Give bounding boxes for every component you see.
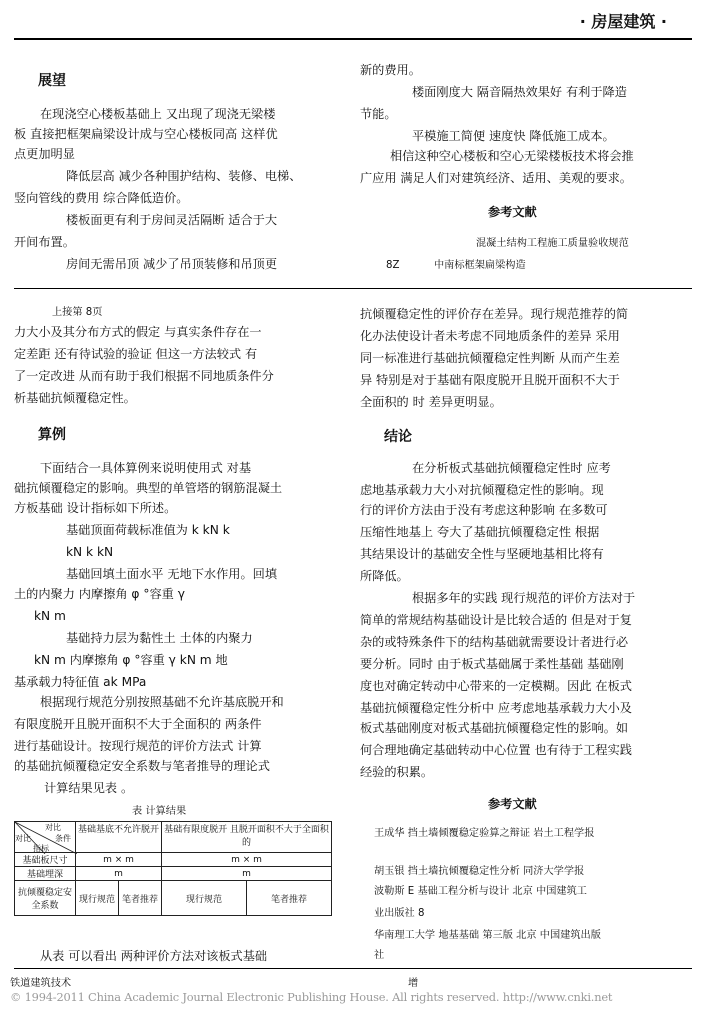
cell: m [162, 867, 332, 881]
text-line: 根据现行规范分别按照基础不允许基底脱开和 [40, 695, 284, 709]
text-line: 点更加明显 [14, 147, 75, 161]
table-caption: 表 计算结果 [132, 806, 187, 817]
footer-rule [14, 968, 692, 969]
text-line: 抗倾覆稳定性的评价存在差异。现行规范推荐的简 [360, 307, 629, 321]
table-row [15, 867, 332, 881]
heading-outlook: 展望 [38, 73, 66, 89]
cell: 笔者推荐 [119, 881, 162, 916]
reference-item: 波勒斯 E 基础工程分析与设计 北京 中国建筑工 [374, 886, 587, 897]
table-row [15, 881, 332, 916]
reference-item: 社 [374, 950, 385, 961]
text-line: 板 直接把框架扁梁设计成与空心楼板同高 这样优 [14, 127, 278, 141]
corner-label: 对比 [15, 834, 31, 843]
text-line: 异 特别是对于基础有限度脱开且脱开面积不大于 [360, 373, 620, 387]
text-line: 同一标准进行基础抗倾覆稳定性判断 从而产生差 [360, 351, 620, 365]
text-line: 方板基础 设计指标如下所述。 [14, 501, 177, 515]
text-line: 土的内聚力 内摩擦角 φ °容重 γ [14, 587, 185, 601]
results-table [14, 821, 332, 916]
text-line: 的基础抗倾覆稳定安全系数与笔者推导的理论式 [14, 759, 270, 773]
text-line: 平模施工简便 速度快 降低施工成本。 [412, 129, 615, 143]
reference-number: 8Z [386, 260, 400, 271]
text-line: kN m 内摩擦角 φ °容重 γ kN m 地 [34, 653, 228, 667]
text-line: 楼板面更有利于房间灵活隔断 适合于大 [66, 213, 278, 227]
text-line: 下面结合一具体算例来说明使用式 对基 [40, 461, 252, 475]
table-header-row [15, 822, 332, 853]
row-label: 基础板尺寸 [15, 853, 76, 867]
reference-item: 业出版社 8 [374, 908, 425, 919]
references-heading: 参考文献 [488, 205, 537, 219]
cell: 笔者推荐 [247, 881, 332, 916]
references-heading: 参考文献 [488, 797, 537, 811]
text-line: 在分析板式基础抗倾覆稳定性时 应考 [412, 461, 611, 475]
corner-label: 条件 [55, 834, 71, 843]
text-line: 在现浇空心楼板基础上 又出现了现浇无梁楼 [40, 107, 276, 121]
text-line: 从表 可以看出 两种评价方法对该板式基础 [40, 949, 268, 963]
text-line: 新的费用。 [360, 63, 421, 77]
column-header-b: 基础有限度脱开 且脱开面积不大于全面积的 [162, 822, 332, 853]
text-line: 了一定改进 从而有助于我们根据不同地质条件分 [14, 369, 274, 383]
copyright-watermark: © 1994-2011 China Academic Journal Electronic Publishing House. All rights reserved. http://www.cnki.net [10, 990, 613, 1004]
reference-item: 中南标框架扁梁构造 [434, 260, 526, 271]
text-line: 析基础抗倾覆稳定性。 [14, 391, 136, 405]
reference-item: 王成华 挡土墙倾覆稳定验算之辩证 岩土工程学报 [374, 828, 595, 839]
text-line: 定差距 还有待试验的验证 但这一方法较式 有 [14, 347, 258, 361]
text-line: 广应用 满足人们对建筑经济、适用、美观的要求。 [360, 171, 632, 185]
text-line: 所降低。 [360, 569, 409, 583]
heading-example: 算例 [38, 427, 66, 443]
text-line: 房间无需吊顶 减少了吊顶装修和吊顶更 [66, 257, 278, 271]
table-corner-cell [15, 822, 76, 853]
cell: m [76, 867, 162, 881]
row-label: 抗倾覆稳定安全系数 [15, 881, 76, 916]
heading-conclusion: 结论 [384, 429, 412, 445]
text-line: 相信这种空心楼板和空心无梁楼板技术将会推 [390, 149, 634, 163]
text-line: 计算结果见表 。 [44, 781, 134, 795]
text-line: 基承载力特征值 ak MPa [14, 675, 147, 689]
text-line: 楼面刚度大 隔音隔热效果好 有利于降造 [412, 85, 627, 99]
text-line: 其结果设计的基础安全性与坚硬地基相比将有 [360, 547, 604, 561]
text-line: 简单的常规结构基础设计是比较合适的 但是对于复 [360, 613, 632, 627]
text-line: 要分析。同时 由于板式基础属于柔性基础 基础刚 [360, 657, 624, 671]
text-line: 压缩性地基上 夸大了基础抗倾覆稳定性 根据 [360, 525, 600, 539]
header-rule [14, 38, 692, 40]
text-line: 度也对确定转动中心带来的一定模糊。因此 在板式 [360, 679, 632, 693]
section-header: · 房屋建筑 · [579, 12, 667, 31]
text-line: 础抗倾覆稳定的影响。典型的单管塔的钢筋混凝土 [14, 481, 283, 495]
text-line: 节能。 [360, 107, 397, 121]
text-line: 基础回填土面水平 无地下水作用。回填 [66, 567, 278, 581]
text-line: 板式基础刚度对板式基础抗倾覆稳定性的影响。如 [360, 721, 629, 735]
continuation-note: 上接第 8页 [52, 307, 103, 318]
text-line: 全面积的 时 差异更明显。 [360, 395, 502, 409]
text-line: 开间布置。 [14, 235, 75, 249]
cell: m × m [162, 853, 332, 867]
cell: 现行规范 [76, 881, 119, 916]
corner-label: 指标 [33, 844, 49, 853]
corner-label: 对比 [45, 823, 61, 832]
reference-item: 胡玉银 挡土墙抗倾覆稳定性分析 同济大学学报 [374, 866, 585, 877]
reference-item: 华南理工大学 地基基础 第三版 北京 中国建筑出版 [374, 930, 601, 941]
issue-label: 增 [408, 978, 419, 989]
journal-name: 铁道建筑技术 [10, 978, 72, 989]
text-line: kN k kN [66, 545, 114, 559]
text-line: 基础抗倾覆稳定性分析中 应考虑地基承载力大小及 [360, 701, 632, 715]
text-line: 虑地基承载力大小对抗倾覆稳定性的影响。现 [360, 483, 604, 497]
table-row [15, 853, 332, 867]
text-line: 力大小及其分布方式的假定 与真实条件存在一 [14, 325, 262, 339]
text-line: 竖向管线的费用 综合降低造价。 [14, 191, 189, 205]
text-line: 有限度脱开且脱开面积不大于全面积的 两条件 [14, 717, 262, 731]
text-line: 化办法使设计者未考虑不同地质条件的差异 采用 [360, 329, 620, 343]
text-line: 基础顶面荷载标准值为 k kN k [66, 523, 230, 537]
reference-item: 混凝土结构工程施工质量验收规范 [476, 238, 629, 249]
column-header-a: 基础基底不允许脱开 [76, 822, 162, 853]
section-rule [14, 288, 692, 289]
row-label: 基础埋深 [15, 867, 76, 881]
text-line: 行的评价方法由于没有考虑这种影响 在多数可 [360, 503, 608, 517]
text-line: kN m [34, 609, 66, 623]
text-line: 杂的或特殊条件下的结构基础就需要设计者进行必 [360, 635, 629, 649]
text-line: 根据多年的实践 现行规范的评价方法对于 [412, 591, 636, 605]
text-line: 经验的积累。 [360, 765, 434, 779]
text-line: 进行基础设计。按现行规范的评价方法式 计算 [14, 739, 262, 753]
cell: m × m [76, 853, 162, 867]
text-line: 何合理地确定基础转动中心位置 也有待于工程实践 [360, 743, 632, 757]
text-line: 基础持力层为黏性土 土体的内聚力 [66, 631, 253, 645]
text-line: 降低层高 减少各种围护结构、装修、电梯、 [66, 169, 302, 183]
cell: 现行规范 [162, 881, 247, 916]
